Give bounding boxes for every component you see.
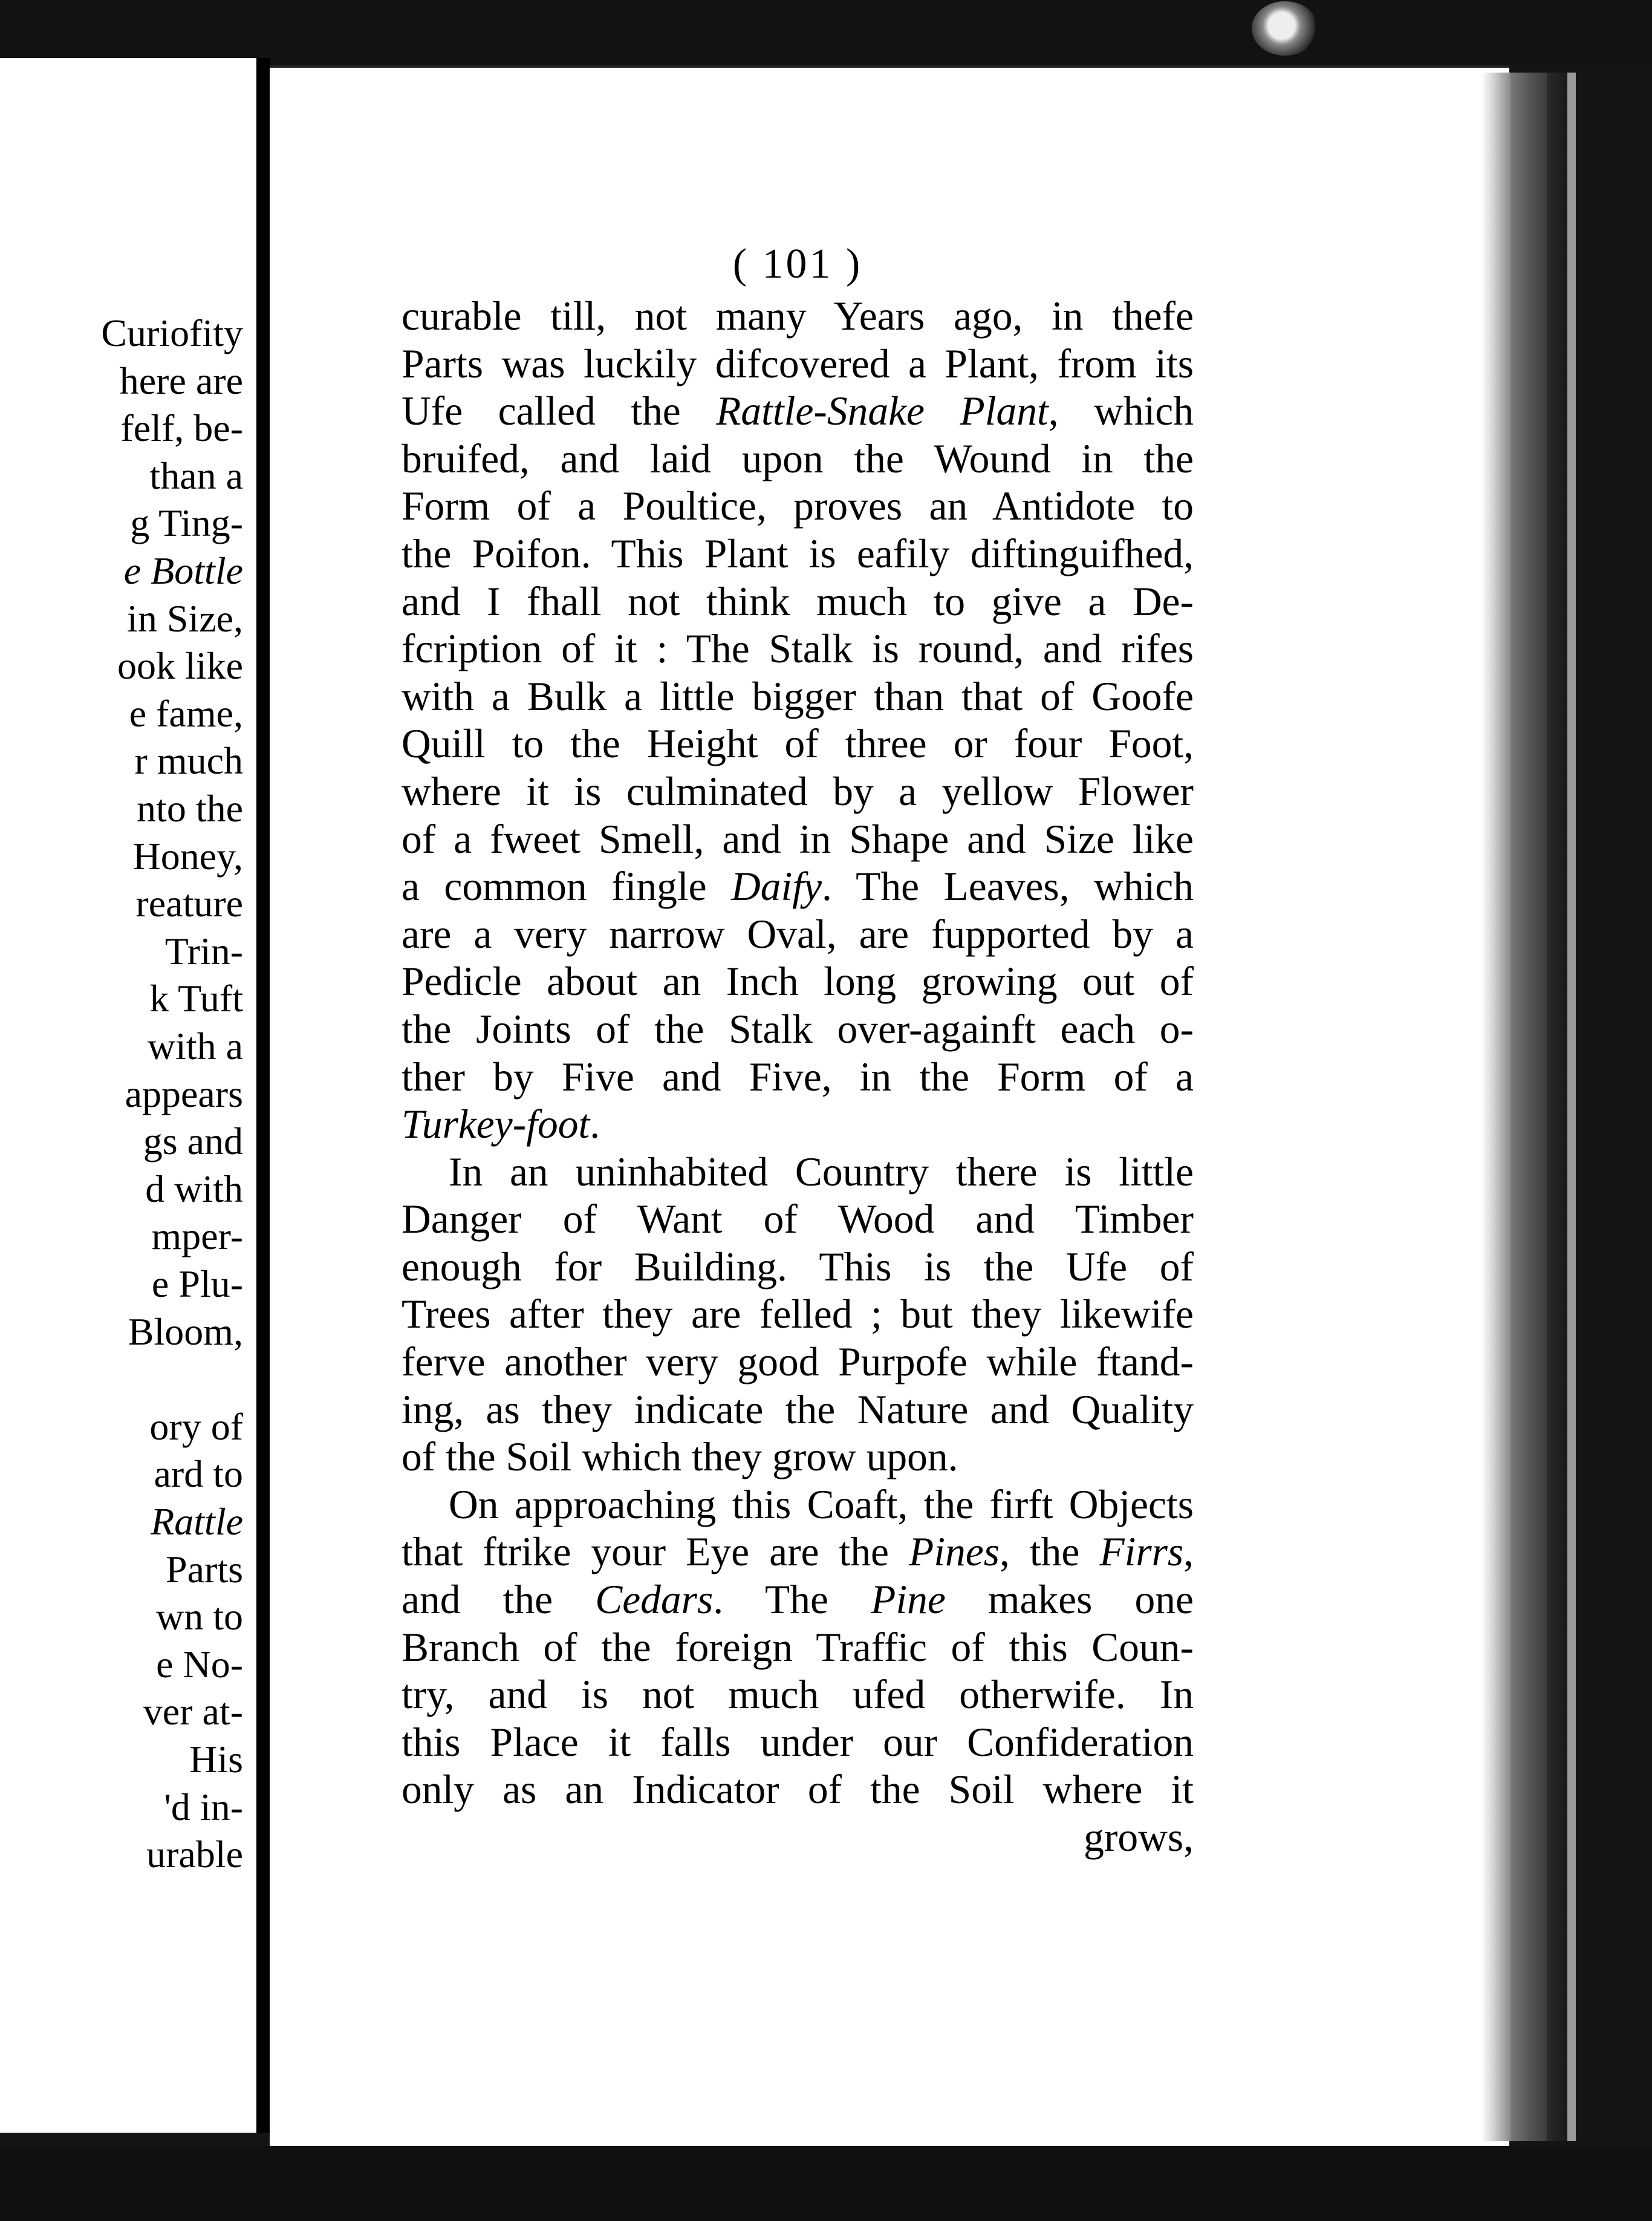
text-run: bruifed, and laid upon the Wound in the (402, 435, 1194, 481)
italic-text: Firrs (1099, 1529, 1184, 1575)
text-line (402, 1719, 1194, 1767)
text-run: the Poifon. This Plant is eafily diftinguifhed, (402, 530, 1194, 576)
cover-rim (1567, 73, 1576, 2141)
text-line (402, 1624, 1194, 1672)
page-stack-edge (1511, 73, 1547, 2141)
left-page-line: felf, be- (120, 406, 243, 450)
text-run: grows, (1084, 1815, 1194, 1860)
text-run: of the Soil which they grow upon. (402, 1434, 958, 1480)
left-page (0, 58, 260, 2133)
left-page-line: e fame, (129, 691, 243, 735)
text-line (402, 1766, 1194, 1814)
page-text-block (402, 241, 1194, 1862)
italic-text: Pines (909, 1529, 1000, 1575)
text-line (402, 578, 1194, 626)
left-page-line: urable (146, 1833, 243, 1876)
text-line (402, 435, 1194, 483)
left-page-line: d with (145, 1167, 243, 1210)
text-run: where it is culminated by a yellow Flower (402, 768, 1194, 814)
italic-text: Pine (871, 1577, 946, 1623)
left-page-line: g Ting- (130, 501, 243, 545)
text-run: are a very narrow Oval, are fupported by a (402, 911, 1194, 957)
text-run: ing, as they indicate the Nature and Quality (402, 1386, 1194, 1432)
text-line (402, 1006, 1194, 1054)
text-line (402, 625, 1194, 673)
left-page-line: Rattle (151, 1500, 243, 1543)
text-line (402, 1054, 1194, 1101)
left-page-line: His (189, 1738, 243, 1781)
text-line (402, 1576, 1194, 1624)
text-run: and I fhall not think much to give a De- (402, 578, 1194, 624)
text-run: , the (999, 1529, 1100, 1575)
left-page-line: ory of (149, 1404, 243, 1448)
page-number: ( 101 ) (732, 241, 863, 287)
text-run: of a fweet Smell, and in Shape and Size like (402, 816, 1194, 862)
text-run: Branch of the foreign Traffic of this Coun- (402, 1624, 1194, 1670)
text-run: , (1183, 1529, 1194, 1575)
text-line (402, 341, 1194, 388)
cover-edge (1547, 73, 1567, 2141)
left-page-line: ver at- (143, 1690, 243, 1733)
text-line (402, 958, 1194, 1006)
left-page-line: mper- (151, 1215, 243, 1258)
book-gutter (256, 58, 270, 2133)
text-run: In an uninhabited Country there is little (449, 1149, 1194, 1195)
left-page-line: ook like (117, 644, 243, 688)
text-line (402, 1814, 1194, 1862)
text-line (402, 720, 1194, 768)
text-line (402, 1386, 1194, 1434)
left-page-line: gs and (143, 1120, 243, 1163)
text-line (402, 483, 1194, 530)
text-run: and the (402, 1577, 596, 1623)
scanner-background-bottom (0, 2146, 1652, 2221)
text-run: with a Bulk a little bigger than that of Goofe (402, 673, 1194, 719)
text-run: Parts was luckily difcovered a Plant, from its (402, 341, 1194, 386)
text-run: Ufe called the (402, 388, 717, 434)
text-line (402, 816, 1194, 864)
text-line (402, 1433, 1194, 1481)
text-run: a common fingle (402, 864, 732, 910)
left-page-line: reature (135, 882, 243, 925)
text-run: makes one (945, 1577, 1194, 1623)
left-page-line: Bloom, (128, 1309, 243, 1353)
left-page-line: e No- (156, 1642, 243, 1686)
text-line (402, 768, 1194, 816)
text-run: Quill to the Height of three or four Foot, (402, 721, 1194, 767)
text-run: this Place it falls under our Confideration (402, 1719, 1194, 1765)
text-run: the Joints of the Stalk over-againft each o- (402, 1006, 1194, 1052)
text-run: ther by Five and Five, in the Form of a (402, 1054, 1194, 1100)
text-line (402, 863, 1194, 911)
text-run: enough for Building. This is the Ufe of (402, 1244, 1194, 1290)
left-page-line: k Tuft (149, 977, 243, 1020)
italic-text: Cedars (595, 1577, 714, 1623)
left-page-line: Trin- (164, 929, 243, 973)
text-line (402, 1291, 1194, 1339)
text-run: Danger of Want of Wood and Timber (402, 1196, 1194, 1242)
italic-text: Turkey-foot (402, 1101, 590, 1147)
text-run: Trees after they are felled ; but they likewife (402, 1291, 1194, 1337)
text-line (402, 1671, 1194, 1719)
text-run: , which (1048, 388, 1194, 434)
left-page-line: Honey, (132, 834, 243, 878)
text-run: On approaching this Coaft, the firft Objects (449, 1481, 1194, 1527)
text-line (402, 388, 1194, 435)
italic-text: Rattle-Snake Plant (716, 388, 1049, 434)
text-run: Pedicle about an Inch long growing out of (402, 959, 1194, 1005)
left-page-line: e Bottle (123, 549, 243, 592)
text-line (402, 1481, 1194, 1529)
text-run: that ftrike your Eye are the (402, 1529, 909, 1575)
left-page-line: 'd in- (164, 1785, 243, 1828)
left-page-line: appears (125, 1072, 243, 1115)
text-line (402, 1196, 1194, 1244)
left-page-line: r much (134, 739, 243, 783)
text-run: curable till, not many Years ago, in thefe (402, 293, 1194, 339)
text-line (402, 293, 1194, 341)
scanner-background-top (0, 0, 1652, 65)
text-line (402, 673, 1194, 721)
left-page-line: in Size, (127, 596, 243, 640)
text-line (402, 1244, 1194, 1291)
text-run: . The (713, 1577, 871, 1623)
left-page-line: with a (147, 1025, 243, 1068)
left-page-line: ard to (154, 1452, 243, 1496)
text-run: only as an Indicator of the Soil where it (402, 1767, 1194, 1813)
text-line (402, 1101, 1194, 1149)
left-page-line: here are (119, 359, 243, 402)
text-run: try, and is not much ufed otherwife. In (402, 1672, 1194, 1718)
text-run: . The Leaves, which (822, 864, 1194, 910)
left-page-line: e Plu- (151, 1262, 243, 1305)
body-text (402, 293, 1194, 1862)
text-line (402, 1149, 1194, 1196)
text-line (402, 1528, 1194, 1576)
italic-text: Daify (731, 864, 822, 910)
left-page-line: Curiofity (101, 311, 243, 354)
text-run: Form of a Poultice, proves an Antidote to (402, 483, 1194, 529)
text-line (402, 911, 1194, 959)
left-page-line: Parts (166, 1547, 243, 1591)
text-run: fcription of it : The Stalk is round, and rifes (402, 626, 1194, 672)
paper-blemish (1252, 1, 1318, 56)
text-line (402, 530, 1194, 578)
left-page-line: wn to (156, 1595, 243, 1639)
text-line (402, 1339, 1194, 1386)
page-edge-shadow (1481, 73, 1511, 2141)
left-page-line: nto the (137, 787, 243, 830)
left-page-line: than a (149, 454, 243, 497)
text-run: . (590, 1101, 600, 1147)
text-run: ferve another very good Purpofe while ftand- (402, 1339, 1194, 1385)
